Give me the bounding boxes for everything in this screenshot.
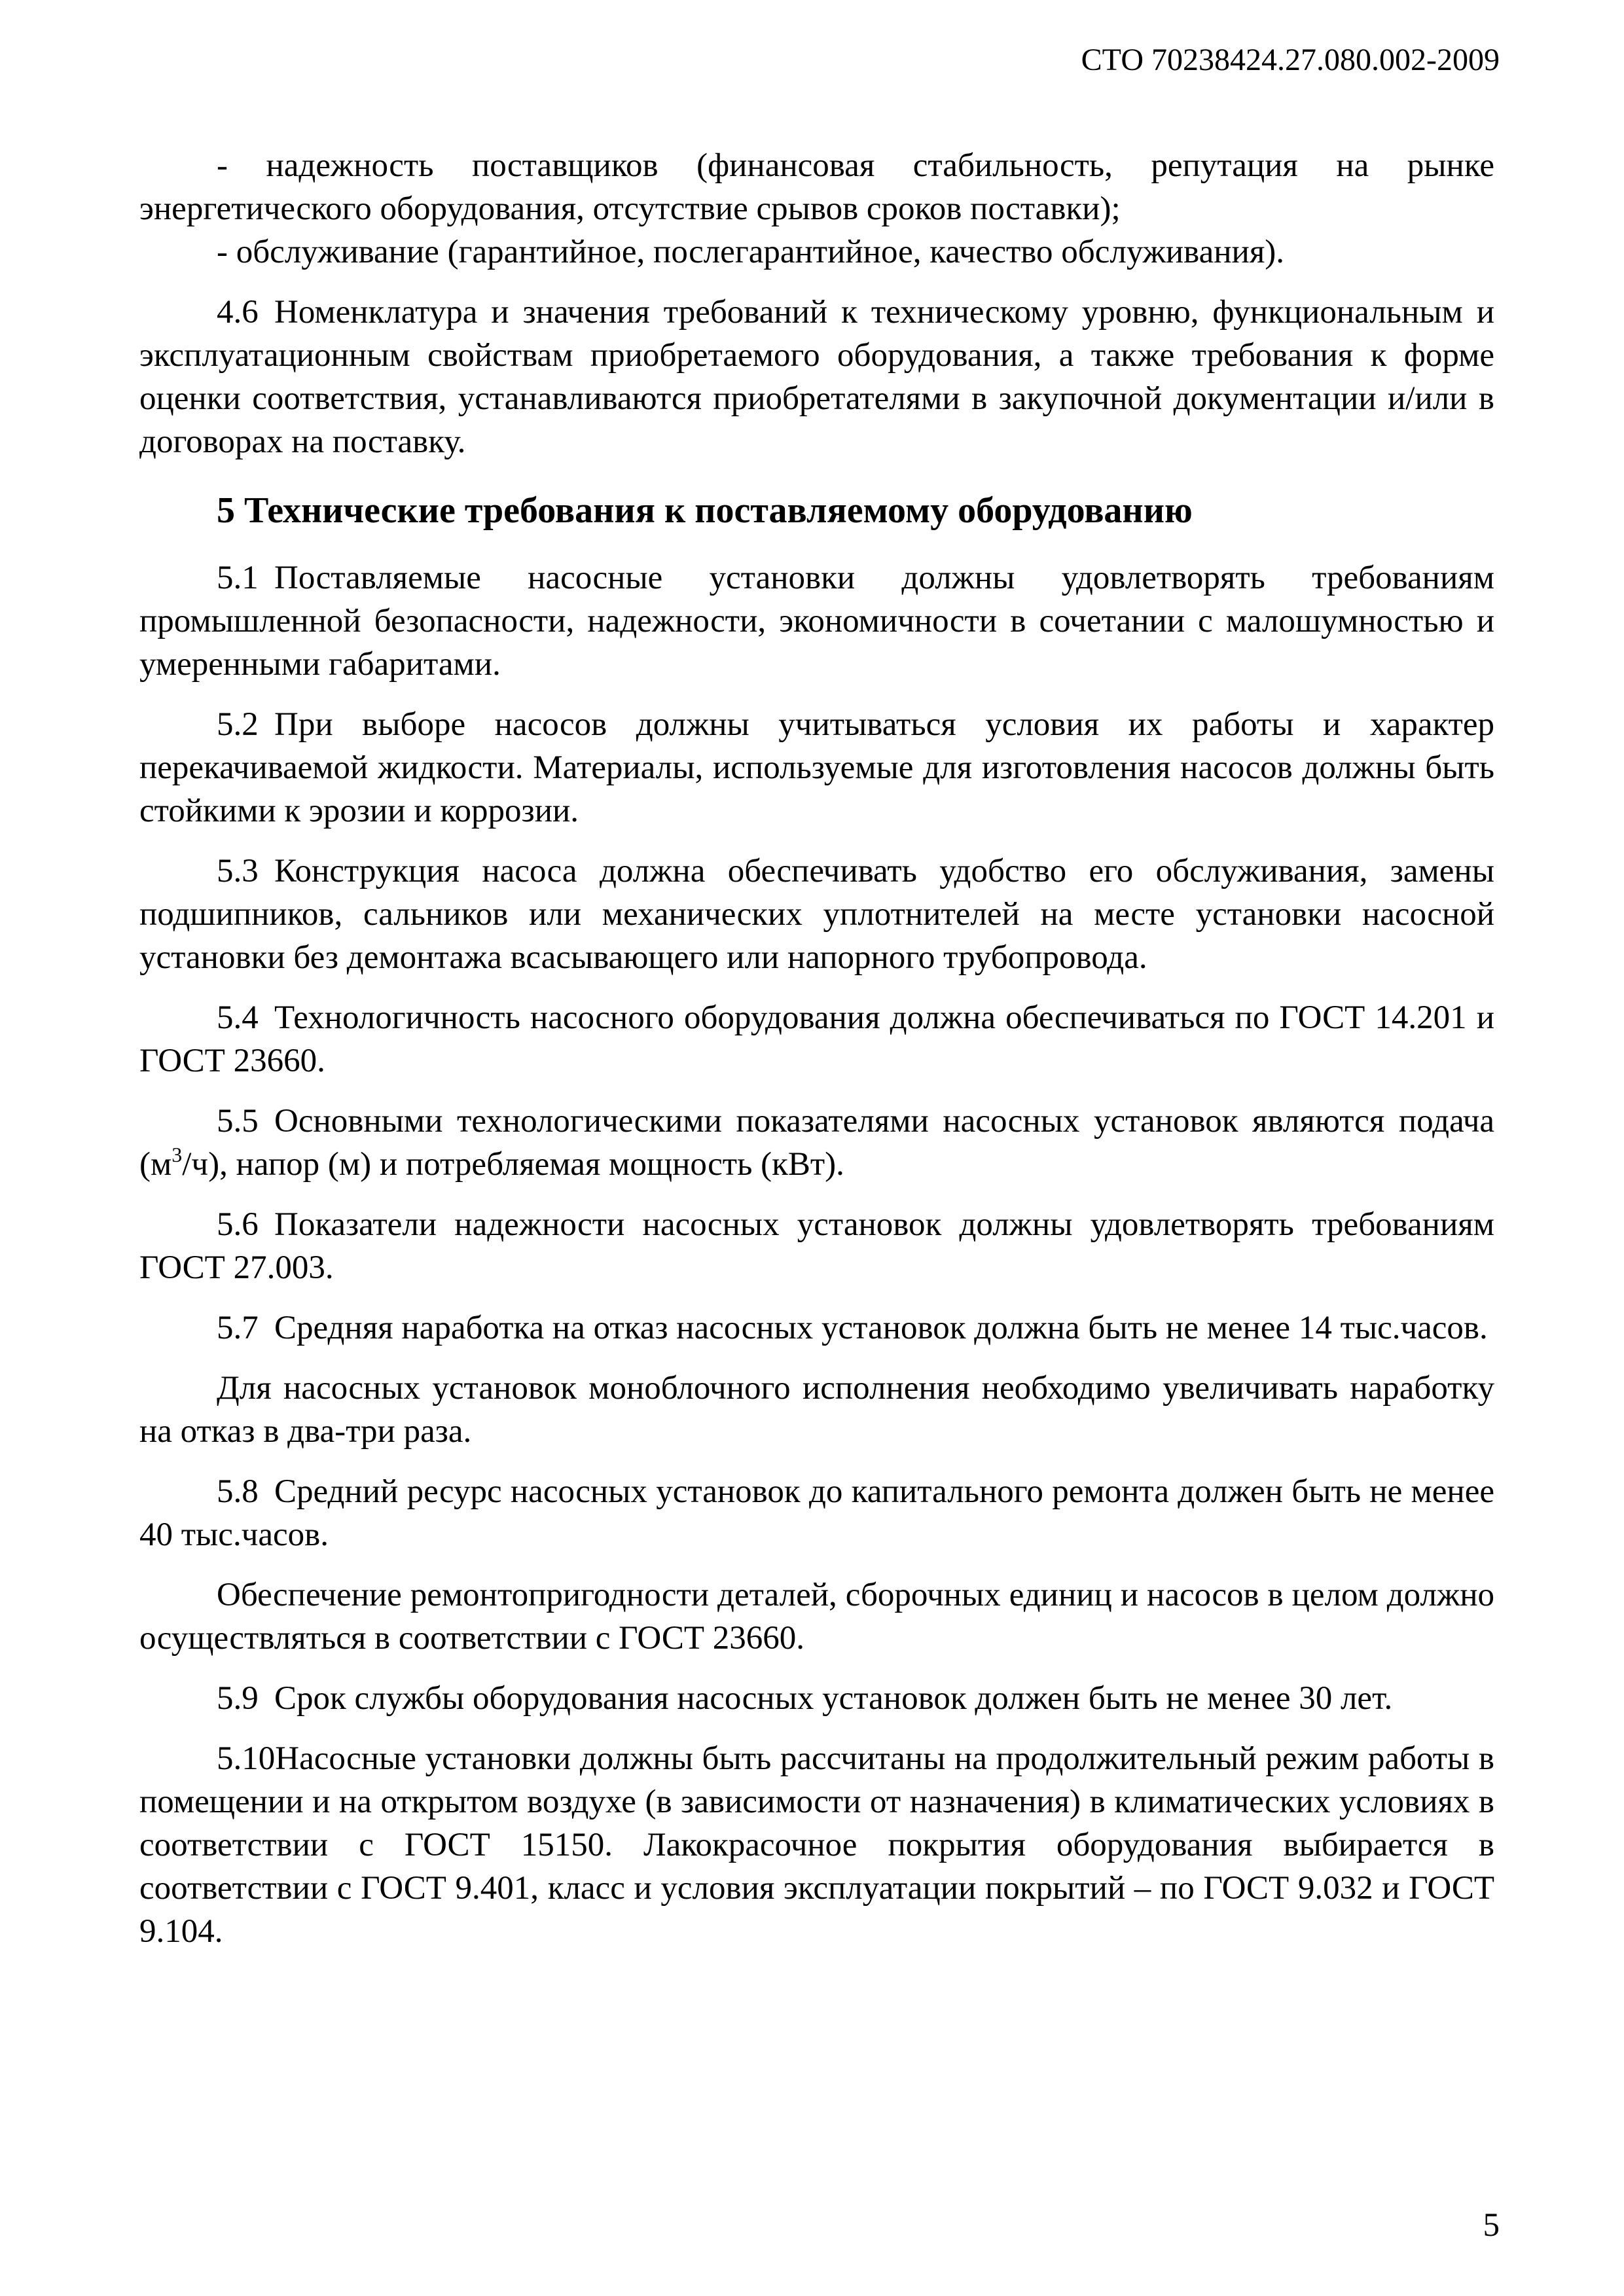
paragraph-5-8 — [139, 1470, 1494, 1556]
paragraph-text: Конструкция насоса должна обеспечивать удобство его обслуживания, замены подшипников, сальников или механических уплотнителей на месте установки насосной установки без демонтажа всасывающего или напорного трубопровода. — [139, 853, 1494, 976]
paragraph-text: Средняя наработка на отказ насосных установок должна быть не менее 14 тыс.часов. — [274, 1310, 1488, 1346]
document-code-header: СТО 70238424.27.080.002-2009 — [1081, 43, 1500, 77]
paragraph-text: Поставляемые насосные установки должны удовлетворять требованиям промышленной безопасности, надежности, экономичности в сочетании с малошумностью и умеренными габаритами. — [139, 560, 1494, 683]
paragraph-5-6 — [139, 1203, 1494, 1289]
paragraph-text-start: Основными технологическими показателями насосных установок являются подача (м — [139, 1103, 1494, 1183]
paragraph-text: При выборе насосов должны учитываться условия их работы и характер перекачиваемой жидкости. Материалы, используемые для изготовления насосов должны быть стойкими к эрозии и коррозии. — [139, 706, 1494, 829]
paragraph-text-end: /ч), напор (м) и потребляемая мощность (кВт). — [182, 1146, 844, 1183]
paragraph-5-1 — [139, 556, 1494, 686]
paragraph-number: 5.8 — [217, 1473, 259, 1510]
paragraph-number: 5.10 — [217, 1740, 276, 1777]
paragraph-text: Технологичность насосного оборудования должна обеспечиваться по ГОСТ 14.201 и ГОСТ 23660. — [139, 999, 1494, 1079]
paragraph-number: 5.9 — [217, 1680, 259, 1717]
paragraph-5-4 — [139, 996, 1494, 1083]
paragraph-5-2 — [139, 703, 1494, 833]
paragraph-4-6 — [139, 291, 1494, 463]
paragraph-5-8-note: Обеспечение ремонтопригодности деталей, сборочных единиц и насосов в целом должно осуществляться в соответствии с ГОСТ 23660. — [139, 1577, 1494, 1657]
paragraph-number: 5.7 — [217, 1310, 259, 1346]
paragraph-text: Срок службы оборудования насосных установок должен быть не менее 30 лет. — [274, 1680, 1393, 1717]
paragraph-text: Номенклатура и значения требований к техническому уровню, функциональным и эксплуатационным свойствам приобретаемого оборудования, а также требования к форме оценки соответствия, устанавливаются приобретателями в закупочной документации и/или в договорах на поставку. — [139, 294, 1494, 460]
superscript-cubic: 3 — [171, 1143, 183, 1166]
paragraph-5-5 — [139, 1100, 1494, 1186]
paragraph-text: Средний ресурс насосных установок до капитального ремонта должен быть не менее 40 тыс.часов. — [139, 1473, 1494, 1553]
paragraph-text: Показатели надежности насосных установок должны удовлетворять требованиям ГОСТ 27.003. — [139, 1206, 1494, 1286]
paragraph-number: 5.1 — [217, 560, 259, 596]
paragraph-5-3 — [139, 850, 1494, 979]
paragraph-number: 5.4 — [217, 999, 259, 1036]
list-item-service: - обслуживание (гарантийное, послегарантийное, качество обслуживания). — [217, 234, 1285, 270]
paragraph-5-10 — [139, 1737, 1494, 1953]
section-5-title: 5 Технические требования к поставляемому оборудованию — [217, 490, 1193, 531]
list-item-reliability: - надежность поставщиков (финансовая стабильность, репутация на рынке энергетического оборудования, отсутствие срывов сроков поставки); — [139, 147, 1494, 227]
paragraph-text: Насосные установки должны быть рассчитаны на продолжительный режим работы в помещении и на открытом воздухе (в зависимости от назначения) в климатических условиях в соответствии с ГОСТ 15150. Лакокрасочное покрытия оборудования выбирается в соответствии с ГОСТ 9.401, класс и условия эксплуатации покрытий – по ГОСТ 9.032 и ГОСТ 9.104. — [139, 1740, 1494, 1950]
paragraph-5-7 — [139, 1306, 1494, 1350]
paragraph-number: 4.6 — [217, 294, 259, 331]
paragraph-number: 5.5 — [217, 1103, 259, 1139]
page-content — [139, 144, 1494, 1953]
paragraph-5-9 — [139, 1677, 1494, 1720]
page-number: 5 — [1483, 2207, 1500, 2244]
paragraph-number: 5.6 — [217, 1206, 259, 1243]
paragraph-5-7-note: Для насосных установок моноблочного исполнения необходимо увеличивать наработку на отказ в два-три раза. — [139, 1370, 1494, 1450]
paragraph-number: 5.3 — [217, 853, 259, 889]
paragraph-number: 5.2 — [217, 706, 259, 743]
